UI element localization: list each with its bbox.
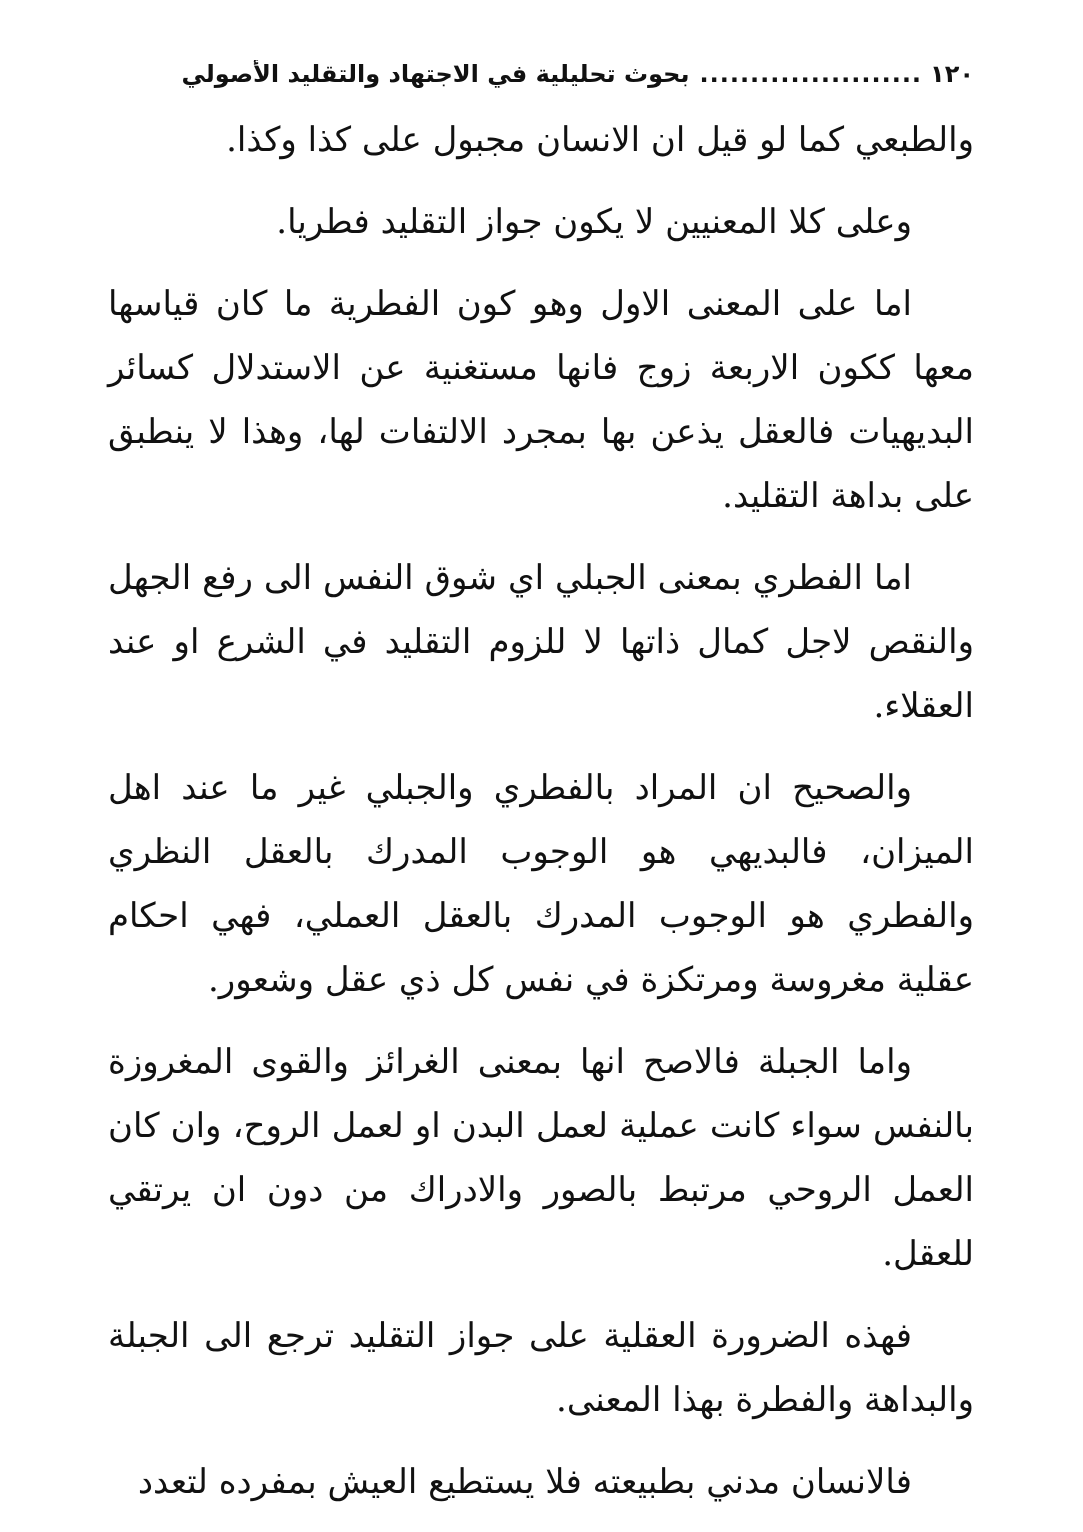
paragraph-4: اما الفطري بمعنى الجبلي اي شوق النفس الى رفع الجهل والنقص لاجل كمال ذاتها لا للزوم التقليد في الشرع او عند العقلاء.	[108, 558, 974, 726]
leader-dots: ......................	[699, 60, 923, 88]
running-header	[108, 60, 974, 100]
page-body	[108, 108, 974, 1532]
paragraph-7: فهذه الضرورة العقلية على جواز التقليد ترجع الى الجبلة والبداهة والفطرة بهذا المعنى.	[108, 1316, 974, 1420]
page-number: ١٢٠	[930, 60, 974, 88]
paragraph-3: اما على المعنى الاول وهو كون الفطرية ما كان قياسها معها ككون الاربعة زوج فانها مستغنية عن الاستدلال كسائر البديهيات فالعقل يذعن بها بمجرد الالتفات لها، وهذا لا ينطبق على بداهة التقليد.	[108, 284, 974, 516]
document-page	[108, 0, 974, 1531]
paragraph-8: فالانسان مدني بطبيعته فلا يستطيع العيش بمفرده لتعدد	[137, 1462, 912, 1502]
paragraph-6: واما الجبلة فالاصح انها بمعنى الغرائز والقوى المغروزة بالنفس سواء كانت عملية لعمل البدن او لعمل الروح، وان كان العمل الروحي مرتبط بالصور والادراك من دون ان يرتقي للعقل.	[108, 1042, 974, 1274]
paragraph-1: والطبعي كما لو قيل ان الانسان مجبول على كذا وكذا.	[226, 120, 974, 160]
paragraph-5: والصحيح ان المراد بالفطري والجبلي غير ما عند اهل الميزان، فالبديهي هو الوجوب المدرك بالعقل النظري والفطري هو الوجوب المدرك بالعقل العملي، فهي احكام عقلية مغروسة ومرتكزة في نفس كل ذي عقل وشعور.	[108, 768, 974, 1000]
book-title: بحوث تحليلية في الاجتهاد والتقليد الأصولي	[181, 60, 690, 88]
paragraph-2: وعلى كلا المعنيين لا يكون جواز التقليد فطريا.	[276, 202, 912, 242]
